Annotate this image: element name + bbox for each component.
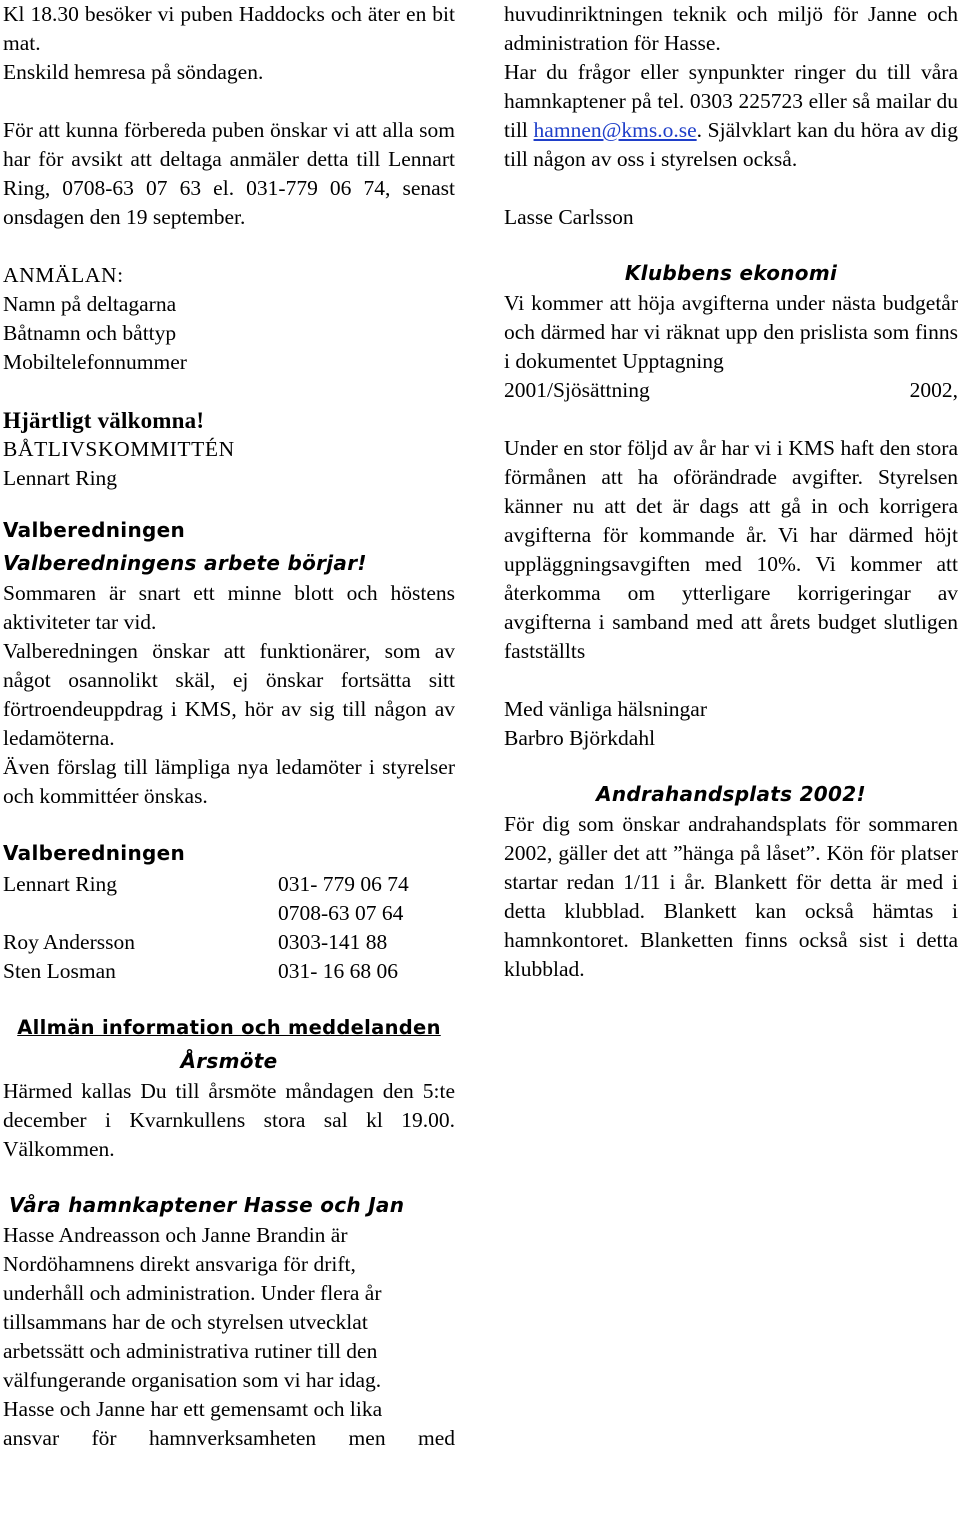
contact-text: Har du frågor eller synpunkter ringer du till våra hamnkaptener på tel. 0303 225723 eller så mailar du till (504, 60, 958, 142)
contacts-heading: Valberedningen (3, 841, 186, 865)
economy-paragraph-last-line (504, 376, 958, 405)
harbor-line: tillsammans har de och styrelsen utvecklat (3, 1310, 368, 1334)
contact-name: Lennart Ring (3, 872, 118, 896)
valberedningen-heading: Valberedningen (3, 518, 186, 542)
anmalan-item: Mobiltelefonnummer (3, 350, 187, 374)
anmalan-item: Båtnamn och båttyp (3, 321, 177, 345)
valberedningen-paragraph: Valberedningen önskar att funktionärer, som av något osannolikt skäl, ej önskar fortsätta sitt förtroendeuppdrag i KMS, hör av sig till någon av ledamöterna. (3, 639, 455, 750)
harbor-heading: Våra hamnkaptener Hasse och Jan (9, 1193, 405, 1217)
harbor-text (3, 1221, 455, 1453)
contact-phone: 0708-63 07 64 (278, 901, 404, 925)
contact-name: Sten Losman (3, 959, 116, 983)
economy-heading: Klubbens ekonomi (624, 261, 838, 285)
contact-paragraph (504, 58, 958, 174)
contact-name: Roy Andersson (3, 930, 135, 954)
economy-paragraph: Under en stor följd av år har vi i KMS haft den stora förmånen att ha oförändrade avgifter. Styrelsen känner nu att det är dags att gå in och korrigera avgifterna för kommande år. Vi har därmed höjt uppläggningsavgiften med 10%. Vi kommer att återkomma om ytterligare korrigeringar av avgifterna i samband med att årets budget slutligen fastställts (504, 436, 958, 663)
contact-row (3, 957, 455, 986)
contact-text: . Självklart kan du höra av dig till någon av oss i styrelsen också. (504, 118, 958, 171)
valberedningen-paragraph: Sommaren är snart ett minne blott och höstens aktiviteter tar vid. (3, 581, 455, 634)
contact-row (3, 870, 455, 899)
general-info-heading: Allmän information och meddelanden (17, 1016, 441, 1039)
harbor-line: välfungerande organisation som vi har idag. (3, 1368, 382, 1392)
intro-paragraph: Kl 18.30 besöker vi puben Haddocks och äter en bit mat. (3, 2, 455, 55)
economy-text: 2002, (909, 378, 958, 402)
contact-row (3, 928, 455, 957)
second-hand-paragraph: För dig som önskar andrahandsplats för sommaren 2002, gäller det att ”hänga på låset”. Kön för platser startar redan 1/11 i år. Blankett för detta är med i detta klubblad. Blankett kan också hämtas i hamnkontoret. Blanketten finns också sist i detta klubblad. (504, 812, 958, 981)
contacts-list (3, 870, 455, 986)
arsmote-text: Härmed kallas Du till årsmöte måndagen den 5:te december i Kvarnkullens stora sal kl 19.00. Välkommen. (3, 1079, 455, 1161)
harbor-continued-paragraph: huvudinriktningen teknik och miljö för Janne och administration för Hasse. (504, 2, 958, 55)
arsmote-heading: Årsmöte (180, 1049, 278, 1073)
pub-info-paragraph: För att kunna förbereda puben önskar vi att alla som har för avsikt att deltaga anmäler detta till Lennart Ring, 0708-63 07 63 el. 031-779 06 74, senast onsdagen den 19 september. (3, 118, 455, 229)
economy-paragraph: Vi kommer att höja avgifterna under nästa budgetår och därmed har vi räknat upp den prislista som finns i dokumentet Upptagning (504, 291, 958, 373)
signer-name: Lasse Carlsson (504, 205, 634, 229)
right-column (504, 0, 958, 984)
contact-name (3, 899, 278, 928)
valberedningen-subheading: Valberedningens arbete börjar! (3, 551, 367, 575)
committee-signer: Lennart Ring (3, 466, 118, 490)
committee-name: BÅTLIVSKOMMITTÉN (3, 437, 235, 461)
harbor-line: arbetssätt och administrativa rutiner till den (3, 1339, 378, 1363)
contact-phone: 031- 16 68 06 (278, 959, 399, 983)
contact-phone: 031- 779 06 74 (278, 872, 409, 896)
second-hand-heading: Andrahandsplats 2002! (596, 782, 866, 806)
anmalan-item: Namn på deltagarna (3, 292, 177, 316)
contact-phone: 0303-141 88 (278, 930, 388, 954)
harbor-line: Hasse och Janne har ett gemensamt och lika (3, 1397, 383, 1421)
harbor-line: Nordöhamnens direkt ansvariga för drift, (3, 1252, 356, 1276)
left-column (3, 0, 455, 1453)
harbor-line: underhåll och administration. Under flera år (3, 1281, 382, 1305)
harbor-line: ansvar för hamnverksamheten men med (3, 1426, 455, 1450)
harbor-line: Hasse Andreasson och Janne Brandin är (3, 1223, 348, 1247)
contact-row (3, 899, 455, 928)
signer-name: Barbro Björkdahl (504, 726, 656, 750)
anmalan-title: ANMÄLAN: (3, 263, 124, 287)
economy-text: 2001/Sjösättning (504, 378, 650, 402)
welcome-heading: Hjärtligt välkomna! (3, 408, 205, 433)
valberedningen-paragraph: Även förslag till lämpliga nya ledamöter i styrelser och kommittéer önskas. (3, 755, 455, 808)
greeting: Med vänliga hälsningar (504, 697, 708, 721)
email-link[interactable]: hamnen@kms.o.se (533, 118, 697, 142)
intro-paragraph: Enskild hemresa på söndagen. (3, 60, 264, 84)
